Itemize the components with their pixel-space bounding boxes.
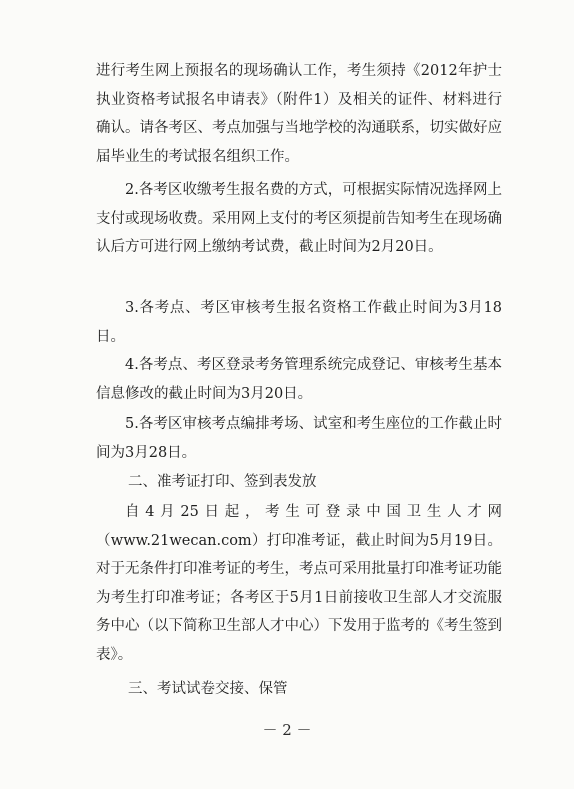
item-3-paragraph: 3.各考点、考区审核考生报名资格工作截止时间为3月18日。 xyxy=(96,300,502,345)
item-5-paragraph: 5.各考区审核考点编排考场、试室和考生座位的工作截止时间为3月28日。 xyxy=(96,416,502,461)
section-heading-3: 三、考试试卷交接、保管 xyxy=(128,681,288,697)
intro-paragraph: 进行考生网上预报名的现场确认工作，考生须持《2012年护士执业资格考试报名申请表》（附件1）及相关的证件、材料进行确认。请各考区、考点加强与当地学校的沟通联系，切实做好应届毕业生的考试报名组织工作。 xyxy=(96,63,502,165)
page-number: － 2 － xyxy=(262,721,312,739)
section-2-paragraph: 自4月25日起，考生可登录中国卫生人才网（www.21wecan.com）打印准考证，截止时间为5月19日。对于无条件打印准考证的考生，考点可采用批量打印准考证功能为考生打印准考证；各考区于5月1日前接收卫生部人才交流服务中心（以下简称卫生部人才中心）下发用于监考的《考生签到表》。 xyxy=(96,504,502,663)
item-2-paragraph: 2.各考区收缴考生报名费的方式，可根据实际情况选择网上支付或现场收费。采用网上支付的考区须提前告知考生在现场确认后方可进行网上缴纳考试费，截止时间为2月20日。 xyxy=(96,182,502,256)
item-4-paragraph: 4.各考点、考区登录考务管理系统完成登记、审核考生基本信息修改的截止时间为3月20日。 xyxy=(96,357,502,402)
section-heading-2: 二、准考证打印、签到表发放 xyxy=(128,474,317,490)
